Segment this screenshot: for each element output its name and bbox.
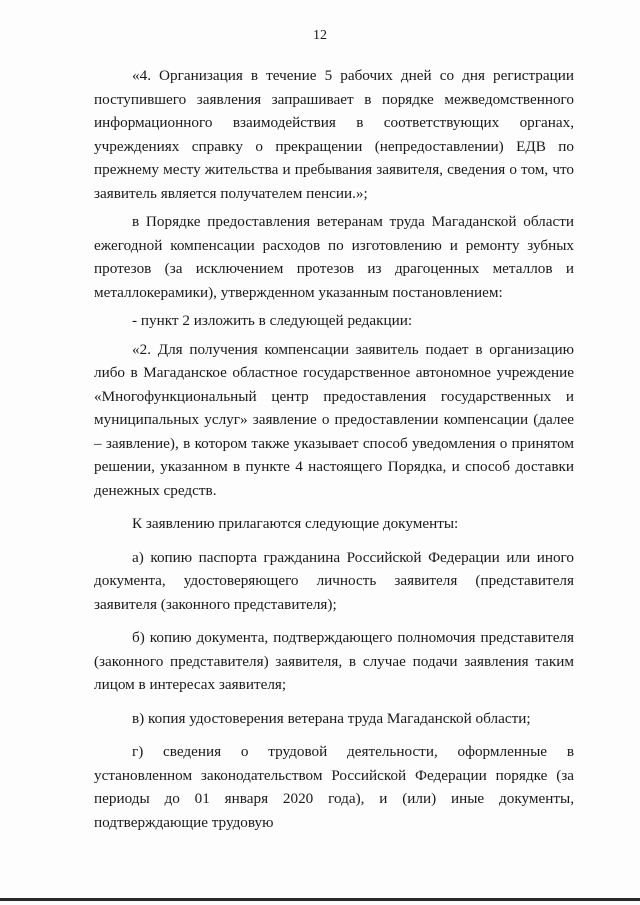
list-item-a: а) копию паспорта гражданина Российской Федерации или иного документа, удостоверяющего личность заявителя (представителя заявителя (законного представителя); xyxy=(94,548,574,613)
list-item-g: г) сведения о трудовой деятельности, оформленные в установленном законодательством Российской Федерации порядке (за периоды до 01 января 2020 года), и (или) иные документы, подтверждающие трудовую xyxy=(94,743,574,831)
paragraph-point-2-instruction: - пункт 2 изложить в следующей редакции: xyxy=(132,312,413,329)
bottom-scan-edge xyxy=(0,898,640,901)
list-item-b: б) копию документа, подтверждающего полномочия представителя (законного представителя) заявителя, в случае подачи заявления таким лицом в интересах заявителя; xyxy=(94,629,574,693)
paragraph-documents-intro: К заявлению прилагаются следующие документы: xyxy=(132,515,459,532)
list-item-v: в) копия удостоверения ветерана труда Магаданской области; xyxy=(132,709,531,727)
page-number: 12 xyxy=(313,28,327,43)
paragraph-point-2-text: «2. Для получения компенсации заявитель подает в организацию либо в Магаданское областное государственное автономное учреждение «Многофункциональный центр предоставления государственных и муниципальных услуг» заявление о предоставлении компенсации (далее – заявление), в котором также указывает способ уведомления о принятом решении, указанном в пункте 4 настоящего Порядка, и способ доставки денежных средств. xyxy=(94,340,574,499)
paragraph-item-4-amendment: «4. Организация в течение 5 рабочих дней со дня регистрации поступившего заявления запрашивает в порядке межведомственного информационного взаимодействия в соответствующих органах, учреждениях справку о прекращении (непредоставлении) ЕДВ по прежнему месту жительства и пребывания заявителя, сведения о том, что заявитель является получателем пенсии.»; xyxy=(94,67,574,202)
paragraph-procedure-reference: в Порядке предоставления ветеранам труда Магаданской области ежегодной компенсации расходов по изготовлению и ремонту зубных протезов (за исключением протезов из драгоценных металлов и металлокерамики), утвержденном указанным постановлением: xyxy=(94,213,574,301)
document-body xyxy=(94,64,574,834)
